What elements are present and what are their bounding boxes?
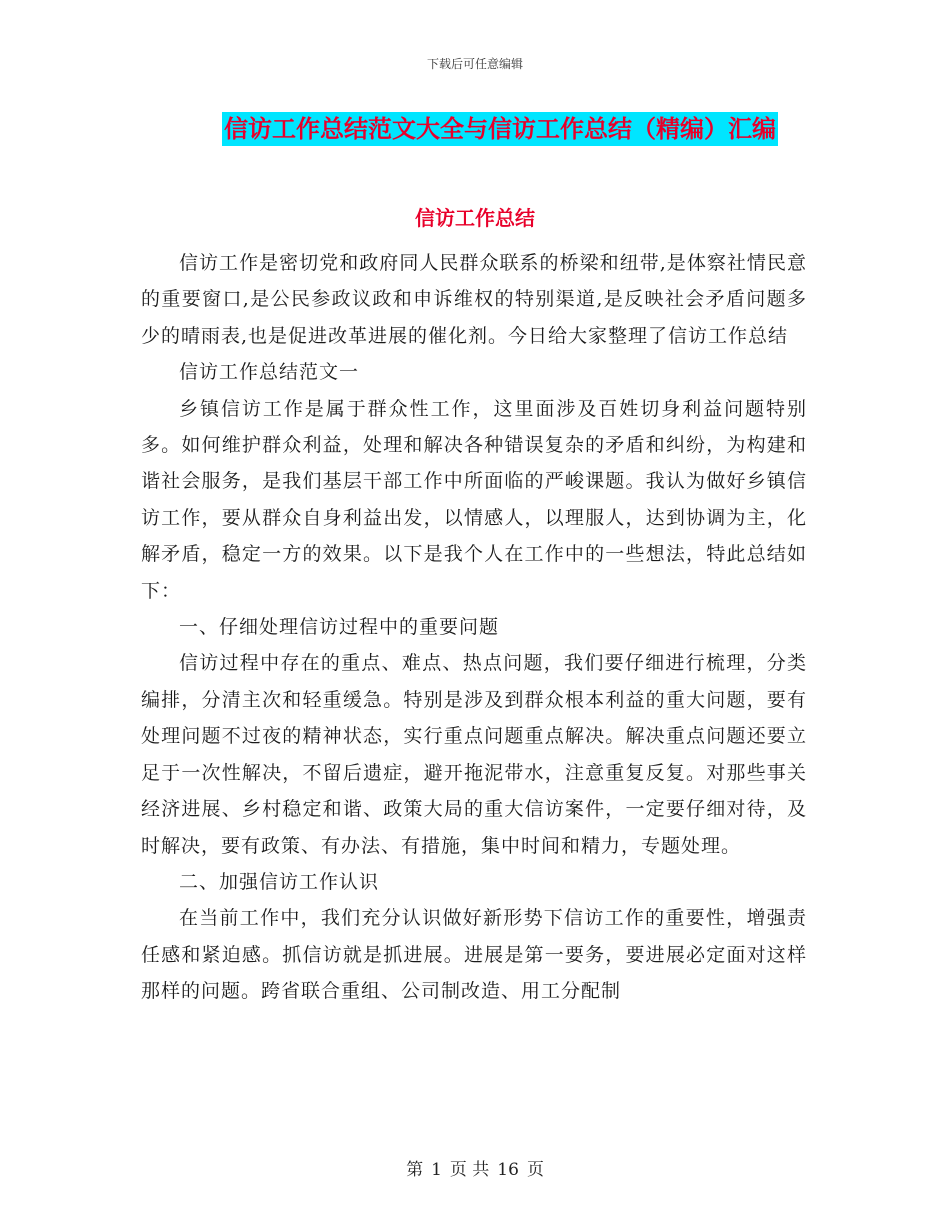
footer-prefix: 第 [406,1160,424,1180]
paragraph-heading-one: 一、仔细处理信访过程中的重要问题 [179,616,500,639]
document-body [141,245,807,1010]
paragraph-heading-two: 二、加强信访工作认识 [179,870,380,893]
footer-page-number: 1 [431,1160,442,1180]
footer-middle: 页 共 [449,1160,490,1180]
footer-suffix: 页 [526,1160,544,1180]
footer-total-pages: 16 [497,1160,519,1180]
section-title: 信访工作总结 [415,206,535,230]
paragraph-subtitle: 信访工作总结范文一 [179,361,360,384]
paragraph-text: 在当前工作中，我们充分认识做好新形势下信访工作的重要性，增强责任感和紧迫感。抓信访就是抓进展。进展是第一要务，要进展必定面对这样那样的问题。跨省联合重组、公司制改造、用工分配制 [141,907,807,1003]
document-title: 信访工作总结范文大全与信访工作总结（精编）汇编 [222,112,778,146]
paragraph-text: 信访过程中存在的重点、难点、热点问题，我们要仔细进行梳理，分类编排，分清主次和轻重缓急。特别是涉及到群众根本利益的重大问题，要有处理问题不过夜的精神状态，实行重点问题重点解决。解决重点问题还要立足于一次性解决，不留后遗症，避开拖泥带水，注意重复反复。对那些事关经济进展、乡村稳定和谐、政策大局的重大信访案件，一定要仔细对待，及时解决，要有政策、有办法、有措施，集中时间和精力，专题处理。 [141,652,807,857]
paragraph-text: 乡镇信访工作是属于群众性工作，这里面涉及百姓切身利益问题特别多。如何维护群众利益，处理和解决各种错误复杂的矛盾和纠纷，为构建和谐社会服务，是我们基层干部工作中所面临的严峻课题。我认为做好乡镇信访工作，要从群众自身利益出发，以情感人，以理服人，达到协调为主，化解矛盾，稳定一方的效果。以下是我个人在工作中的一些想法，特此总结如下： [141,397,807,602]
page-footer [0,1155,950,1180]
paragraph-intro: 信访工作是密切党和政府同人民群众联系的桥梁和纽带,是体察社情民意的重要窗口,是公民参政议政和申诉维权的特别渠道,是反映社会矛盾问题多少的晴雨表,也是促进改革进展的催化剂。今日给大家整理了信访工作总结 [141,252,807,347]
document-title-container [0,112,950,146]
header-note: 下载后可任意编辑 [426,57,523,71]
